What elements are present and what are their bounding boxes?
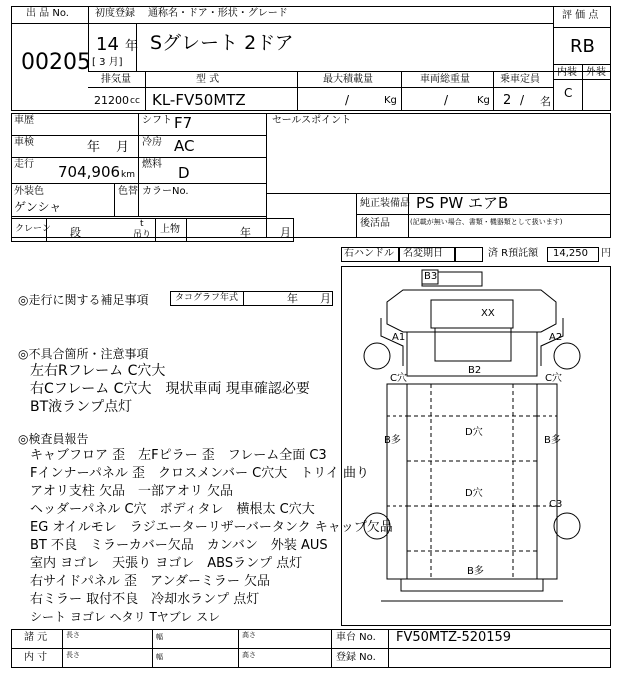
upper-month-unit: 月 [280, 226, 291, 239]
aircon-value: AC [174, 137, 195, 155]
gross-weight-value: / [444, 93, 449, 107]
aftermarket-label: 後活品 [360, 218, 390, 229]
displacement-value: 21200 [94, 94, 129, 107]
defects-title: ◎不具合箇所・注意事項 [18, 347, 149, 361]
max-load-label: 最大積載量 [323, 74, 373, 85]
mark-b3: B3 [424, 271, 438, 282]
first-reg-label: 初度登録 [95, 8, 135, 19]
grade-value: RB [570, 36, 595, 57]
tax-value: 14,250 [553, 248, 588, 259]
gross-weight-unit: Kg [477, 95, 490, 106]
color-label: 外装色 [14, 186, 44, 197]
reg-label: 登録 No. [336, 652, 376, 663]
first-reg-year-unit: 年 [125, 39, 139, 54]
mark-a1: A1 [392, 332, 406, 343]
color-code-label: 色替 [118, 186, 138, 197]
crane-row [11, 218, 294, 242]
inspection-label: 車検 [14, 137, 34, 148]
inspector-line: ヘッダーパネル C穴 ボディタレ 横根太 C穴大 [30, 502, 315, 517]
specs-height-label: 高さ [242, 631, 256, 639]
upper-year-unit: 年 [240, 226, 251, 239]
crane-ton-unit: t [140, 219, 144, 229]
inspector-line: 室内 ヨゴレ 天張り ヨゴレ ABSランプ 点灯 [30, 556, 303, 571]
equipment-label: 純正装備品 [360, 198, 410, 209]
interior-label: 内装 [557, 67, 577, 78]
mark-b-bottom: B多 [467, 566, 484, 577]
supplement-title: ◎走行に関する補足事項 [18, 293, 149, 307]
history-label: 車歴 [14, 115, 34, 126]
capacity-label: 乗車定員 [500, 74, 540, 85]
capacity-unit: 名 [540, 95, 551, 108]
crane-hook-unit: 吊り [133, 230, 152, 240]
aircon-label: 冷房 [142, 137, 162, 148]
color-value: ゲンシャ [14, 200, 62, 214]
name-label: 通称名・ドア・形状・グレード [148, 8, 288, 19]
interior-dim-label: 内 寸 [24, 652, 48, 663]
max-load-unit: Kg [384, 95, 397, 106]
mark-d-lower: D穴 [465, 488, 483, 499]
model-label: 型 式 [196, 74, 220, 85]
displacement-unit: cc [130, 96, 140, 106]
mileage-unit: km [121, 170, 135, 180]
mark-b-right: B多 [544, 435, 561, 446]
mark-c-right: C穴 [545, 373, 562, 384]
grade-label: 評 価 点 [562, 10, 599, 21]
specs-length-label: 長さ [66, 631, 80, 639]
inspector-line: EG オイルモレ ラジエーターリザーバータンク キャップ欠品 [30, 520, 393, 535]
tachograph-label: タコグラフ年式 [175, 293, 239, 303]
shift-value: F7 [174, 114, 193, 132]
capacity-slash: / [520, 93, 525, 107]
first-reg-year: 14 [96, 34, 119, 55]
mileage-label: 走行 [14, 159, 34, 170]
mileage-value: 704,906 [58, 163, 121, 181]
inspection-year-unit: 年 [87, 140, 101, 155]
inspector-title: ◎検査員報告 [18, 432, 89, 446]
interior-grade: C [564, 86, 573, 100]
name-change-label: 名変期日 [403, 248, 443, 259]
inspector-line: BT 不良 ミラーカバー欠品 カンバン 外装 AUS [30, 538, 328, 553]
mark-b2: B2 [468, 365, 482, 376]
inspector-line: キャブフロア 歪 左Fピラー 歪 フレーム全面 C3 [30, 448, 327, 463]
tachograph-year-unit: 年 [287, 292, 298, 305]
fuel-value: D [178, 164, 190, 182]
inspection-month-unit: 月 [116, 140, 130, 155]
displacement-label: 排気量 [101, 74, 131, 85]
exterior-label: 外装 [586, 67, 606, 78]
mark-xx: XX [481, 308, 495, 319]
interior-height-label: 高さ [242, 651, 256, 659]
mark-b-left: B多 [384, 435, 401, 446]
specs-label: 諸 元 [24, 632, 48, 643]
crane-label: クレーン [15, 224, 51, 234]
sales-point-label: セールスポイント [272, 115, 352, 126]
steering-value: 右ハンドル [344, 248, 394, 259]
gross-weight-label: 車両総重量 [420, 74, 470, 85]
fuel-label: 燃料 [142, 159, 162, 170]
color-no-label: カラーNo. [142, 186, 189, 197]
defect-line: 左右Rフレーム C穴大 [30, 363, 166, 379]
interior-width-label: 幅 [156, 653, 163, 661]
capacity-value: 2 [503, 93, 512, 108]
tax-unit: 円 [601, 248, 611, 259]
specs-width-label: 幅 [156, 633, 163, 641]
model-code: KL-FV50MTZ [152, 91, 246, 109]
equipment-value: PS PW エアB [416, 194, 509, 212]
tachograph-month-unit: 月 [320, 292, 331, 305]
mark-c-left: C穴 [390, 373, 407, 384]
defect-line: 右Cフレーム C穴大 現状車両 現車確認必要 [30, 381, 310, 397]
mark-d-upper: D穴 [465, 427, 483, 438]
inspector-line: アオリ支柱 欠品 一部アオリ 欠品 [30, 484, 234, 499]
car-name: Sグレート 2ドア [150, 32, 294, 54]
inspector-line: 右ミラー 取付不良 冷却水ランプ 点灯 [30, 592, 260, 607]
crane-stages-unit: 段 [70, 226, 81, 239]
name-change-value-box [455, 247, 483, 262]
lot-number: 00205 [21, 50, 91, 75]
upper-label: 上物 [160, 224, 180, 235]
chassis-value: FV50MTZ-520159 [396, 630, 512, 645]
mark-a2: A2 [549, 332, 563, 343]
interior-length-label: 長さ [66, 651, 80, 659]
tax-label: 済 R預託額 [488, 248, 539, 259]
inspector-line: 右サイドパネル 歪 アンダーミラー 欠品 [30, 574, 271, 589]
defect-line: BT液ランプ点灯 [30, 399, 133, 415]
chassis-label: 車台 No. [336, 632, 376, 643]
first-reg-month: [ 3 月] [92, 57, 123, 68]
shift-label: シフト [142, 115, 172, 126]
inspector-line: シート ヨゴレ ヘタリ Tヤブレ スレ [30, 610, 221, 624]
max-load-value: / [345, 93, 350, 107]
aftermarket-note: (記載が無い場合、書類・機器類として扱います) [410, 218, 563, 226]
mark-c3: C3 [549, 499, 563, 510]
lot-label: 出 品 No. [26, 8, 69, 19]
inspector-line: Fインナーパネル 歪 クロスメンバー C穴大 トリイ 曲り [30, 466, 370, 481]
